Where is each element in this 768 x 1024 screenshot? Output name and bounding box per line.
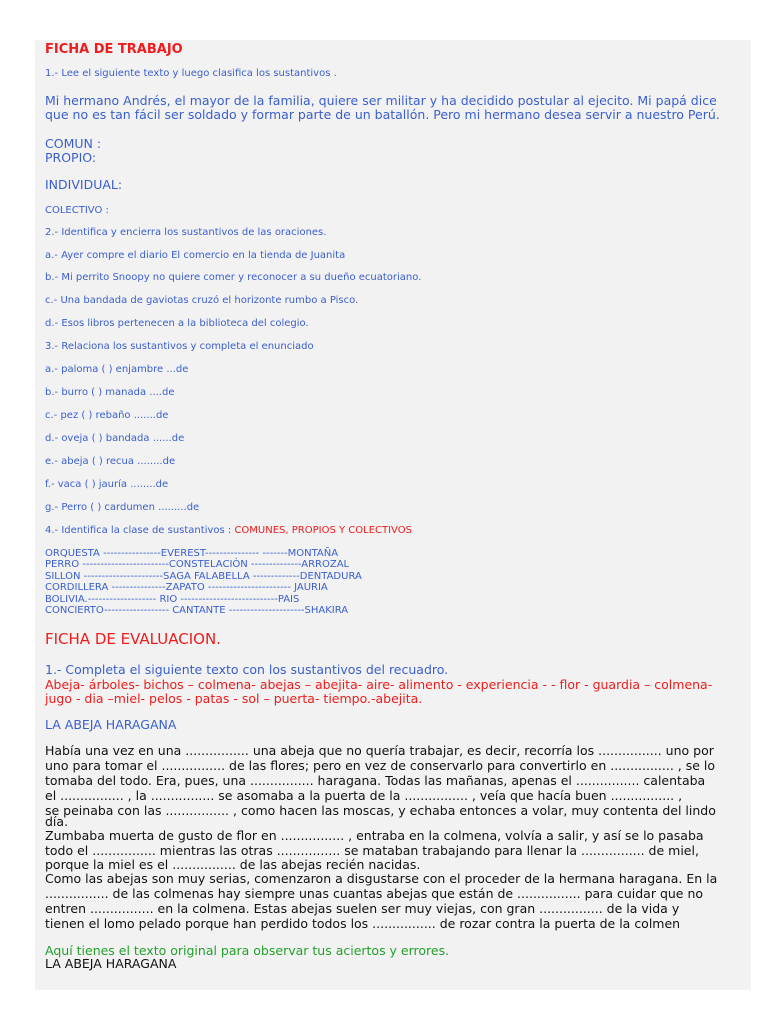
noun-list-row: PERRO ------------------------CONSTELACIÓN --------------ARROZAL bbox=[45, 559, 350, 570]
sentence-item: b.- Mi perrito Snoopy no quiere comer y reconocer a su dueño ecuatoriano. bbox=[45, 272, 422, 283]
label-propio: PROPIO: bbox=[45, 150, 97, 165]
story-line: tienen el lomo pelado porque han perdido todos los ................ de rozar contra la puerta de la colmen bbox=[45, 916, 681, 931]
instruction-2: 2.- Identifica y encierra los sustantivos de las oraciones. bbox=[45, 227, 327, 238]
label-individual: INDIVIDUAL: bbox=[45, 177, 123, 192]
story-line: entren ................ en la colmena. Estas abejas suelen ser muy viejas, con gran ................ de la vida y bbox=[45, 901, 680, 916]
relation-item: c.- pez ( ) rebaño .......de bbox=[45, 410, 169, 421]
story-line: Como las abejas son muy serias, comenzaron a disgustarse con el proceder de la hermana haragana. En la bbox=[45, 871, 718, 886]
instruction-4-text: 4.- Identifica la clase de sustantivos : bbox=[45, 525, 235, 536]
relation-item: d.- oveja ( ) bandada ......de bbox=[45, 433, 185, 444]
sentence-item: a.- Ayer compre el diario El comercio en la tienda de Juanita bbox=[45, 250, 346, 261]
word-box-line: Abeja- árboles- bichos – colmena- abejas – abejita- aire- alimento - experiencia - - flor - guardia – colmena- bbox=[45, 677, 713, 692]
story-line: uno para tomar el ................ de las flores; pero en vez de conservarlo para convertirlo en ................ , se lo bbox=[45, 758, 716, 773]
paragraph-line: Mi hermano Andrés, el mayor de la familia, quiere ser militar y ha decidido postular al ejecito. Mi papá dice bbox=[45, 93, 717, 108]
story-line: todo el ................ mientras las otras ................ se mataban trabajando para llenar la ................ de miel, bbox=[45, 843, 699, 858]
noun-list-row: CONCIERTO------------------ CANTANTE ---------------------SHAKIRA bbox=[45, 605, 349, 616]
story-line: tomaba del todo. Era, pues, una ................ haragana. Todas las mañanas, apenas el ................ calentaba bbox=[45, 773, 706, 788]
instruction-4 bbox=[45, 525, 412, 536]
story-line: Zumbaba muerta de gusto de flor en ................ , entraba en la colmena, volvía a salir, y así se lo pasaba bbox=[45, 828, 704, 843]
story-line: porque la miel es el ................ de las abejas recién nacidas. bbox=[45, 857, 421, 872]
story-title: LA ABEJA HARAGANA bbox=[45, 717, 177, 732]
label-colectivo: COLECTIVO : bbox=[45, 205, 109, 216]
instruction-1: 1.- Lee el siguiente texto y luego clasifica los sustantivos . bbox=[45, 68, 337, 79]
story-line: el ................ , la ................ se asomaba a la puerta de la ................ , veía que hacía buen ................ , bbox=[45, 788, 683, 803]
instruction-4-highlight: COMUNES, PROPIOS Y COLECTIVOS bbox=[234, 525, 412, 536]
story-title-original: LA ABEJA HARAGANA bbox=[45, 956, 177, 971]
label-comun: COMUN : bbox=[45, 136, 102, 151]
relation-item: b.- burro ( ) manada ....de bbox=[45, 387, 175, 398]
story-line: ................ de las colmenas hay siempre unas cuantas abejas que están de ................ para cuidar que no bbox=[45, 886, 704, 901]
relation-item: g.- Perro ( ) cardumen .........de bbox=[45, 502, 200, 513]
relation-item: a.- paloma ( ) enjambre ...de bbox=[45, 364, 189, 375]
story-line: día. bbox=[45, 814, 69, 829]
ficha-evaluacion-title: FICHA DE EVALUACION. bbox=[45, 630, 221, 648]
ficha-trabajo-title: FICHA DE TRABAJO bbox=[45, 42, 183, 57]
relation-item: e.- abeja ( ) recua ........de bbox=[45, 456, 176, 467]
sentence-item: c.- Una bandada de gaviotas cruzó el horizonte rumbo a Pisco. bbox=[45, 295, 359, 306]
evaluation-instruction: 1.- Completa el siguiente texto con los sustantivos del recuadro. bbox=[45, 662, 449, 677]
green-note: Aquí tienes el texto original para observar tus aciertos y errores. bbox=[45, 943, 450, 958]
relation-item: f.- vaca ( ) jauría ........de bbox=[45, 479, 169, 490]
word-box-line: jugo - dia –miel- pelos - patas - sol – puerta- tiempo.-abejita. bbox=[45, 691, 423, 706]
story-line: se peinaba con las ................ , como hacen las moscas, y echaba entonces a volar, muy contenta del lindo bbox=[45, 803, 716, 818]
story-line: Había una vez en una ................ una abeja que no quería trabajar, es decir, recorría los ................ uno por bbox=[45, 743, 714, 758]
sentence-item: d.- Esos libros pertenecen a la biblioteca del colegio. bbox=[45, 318, 309, 329]
noun-list-row: CORDILLERA ---------------ZAPATO ----------------------- JAURIA bbox=[45, 582, 328, 593]
noun-list-row: ORQUESTA ----------------EVEREST--------------- -------MONTAÑA bbox=[45, 548, 339, 559]
noun-list-row: SILLON ----------------------SAGA FALABELLA -------------DENTADURA bbox=[45, 571, 362, 582]
paragraph-line: que no es tan fácil ser soldado y formar parte de un batallón. Pero mi hermano desea servir a nuestro Perú. bbox=[45, 107, 720, 122]
noun-list-row: BOLIVIA.------------------- RIO ---------------------------PAIS bbox=[45, 594, 300, 605]
instruction-3: 3.- Relaciona los sustantivos y completa el enunciado bbox=[45, 341, 314, 352]
